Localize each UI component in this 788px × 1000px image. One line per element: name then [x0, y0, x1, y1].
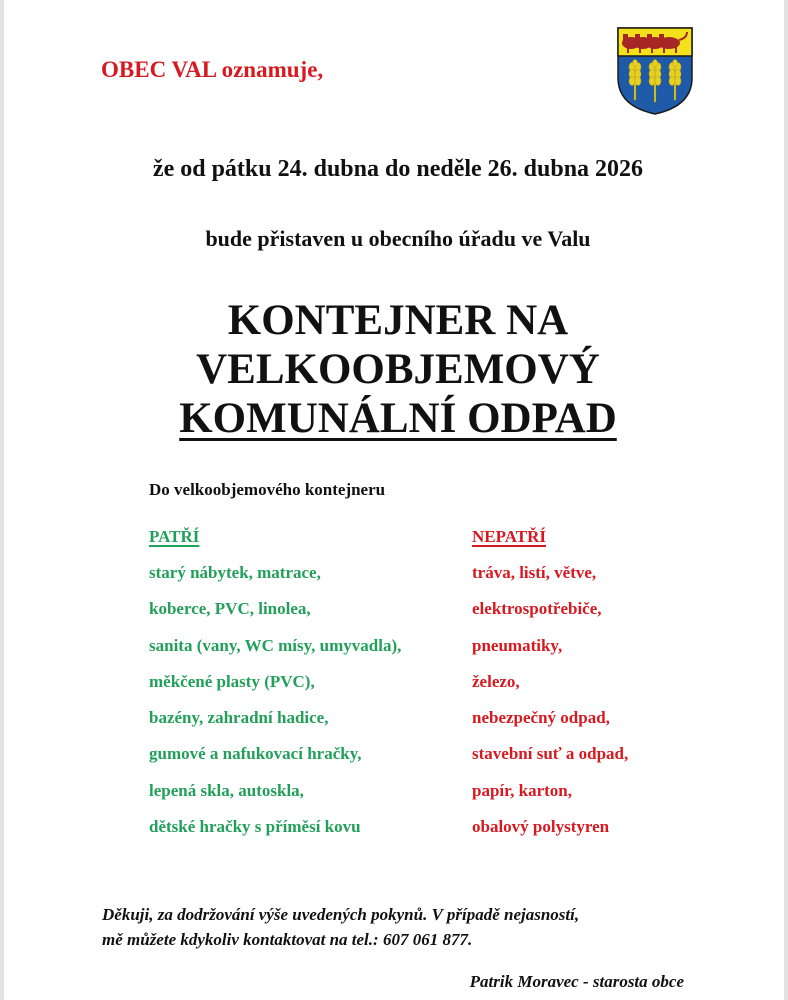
- allowed-item: lepená skla, autoskla,: [149, 780, 304, 800]
- forbidden-item: papír, karton,: [472, 780, 572, 800]
- allowed-heading: PATŘÍ: [149, 527, 200, 546]
- location-text: bude přistaven u obecního úřadu ve Valu: [205, 226, 591, 251]
- intro-text: Do velkoobjemového kontejneru: [149, 480, 386, 499]
- title-line-1: KONTEJNER NA: [227, 297, 569, 344]
- title-line-3: KOMUNÁLNÍ ODPAD: [179, 395, 617, 442]
- forbidden-items-column: [472, 524, 628, 850]
- allowed-item: gumové a nafukovací hračky,: [149, 744, 362, 764]
- signature: Patrik Moravec - starosta obce: [469, 972, 684, 991]
- forbidden-item: tráva, listí, větve,: [472, 563, 597, 582]
- forbidden-item: železo,: [472, 671, 520, 691]
- forbidden-item: pneumatiky,: [472, 635, 563, 655]
- main-title: [4, 296, 788, 443]
- forbidden-item: nebezpečný odpad,: [472, 708, 610, 728]
- thanks-line-2: mě můžete kdykoliv kontaktovat na tel.: 607 061 877.: [102, 930, 473, 949]
- forbidden-item: elektrospotřebiče,: [472, 599, 602, 619]
- thanks-note: [102, 902, 722, 952]
- municipal-coat-of-arms-icon: [615, 26, 695, 116]
- allowed-item: starý nábytek, matrace,: [149, 563, 321, 582]
- allowed-item: dětské hračky s příměsí kovu: [149, 817, 361, 837]
- date-range-text: že od pátku 24. dubna do neděle 26. dubna 2026: [152, 156, 644, 182]
- thanks-line-1: Děkuji, za dodržování výše uvedených pokynů. V případě nejasností,: [102, 905, 580, 924]
- allowed-items-column: [149, 524, 401, 850]
- forbidden-item: obalový polystyren: [472, 817, 610, 837]
- announcement-heading: OBEC VAL oznamuje,: [101, 57, 324, 82]
- allowed-item: koberce, PVC, linolea,: [149, 599, 311, 619]
- allowed-item: sanita (vany, WC mísy, umyvadla),: [149, 635, 402, 655]
- title-line-2: VELKOOBJEMOVÝ: [196, 346, 600, 393]
- allowed-item: měkčené plasty (PVC),: [149, 671, 315, 691]
- forbidden-item: stavební suť a odpad,: [472, 744, 629, 764]
- allowed-item: bazény, zahradní hadice,: [149, 708, 329, 728]
- forbidden-heading: NEPATŘÍ: [472, 527, 546, 546]
